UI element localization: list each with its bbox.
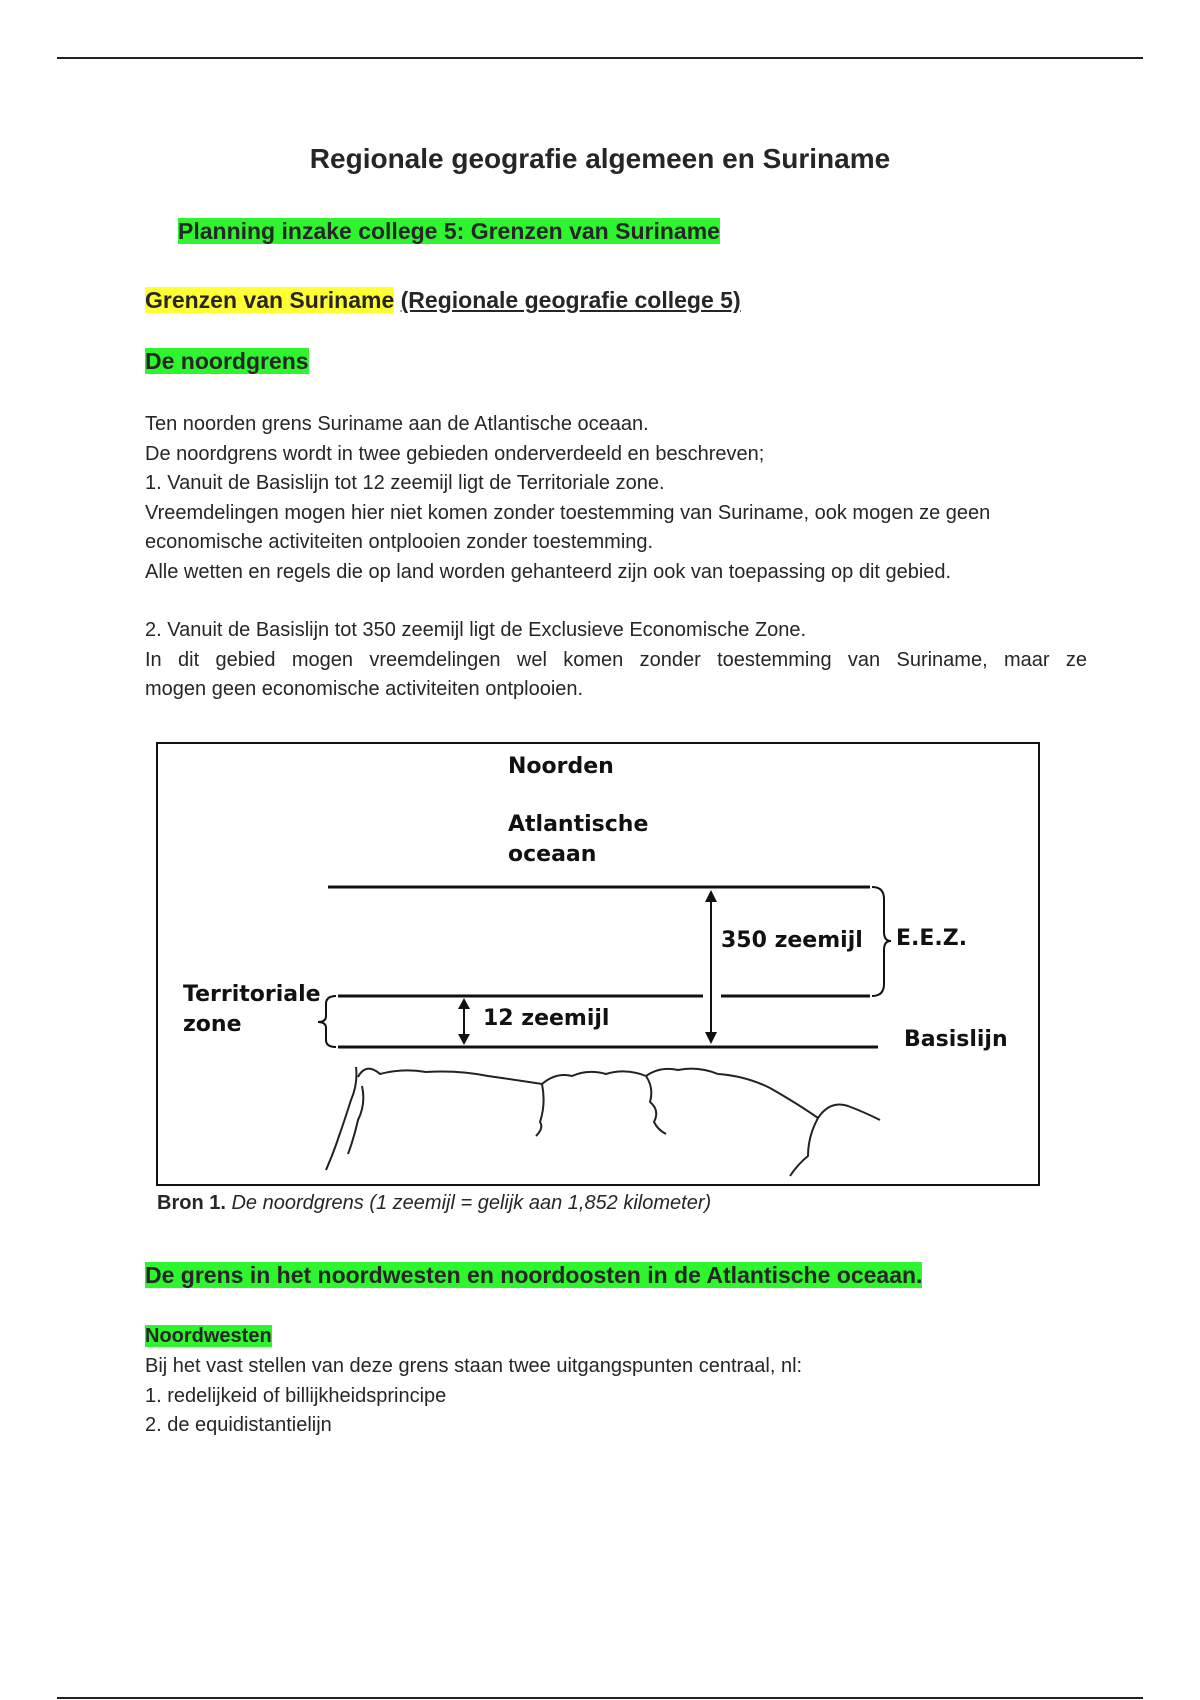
noordgrens-paragraph — [145, 410, 1087, 587]
noordwesten-paragraph — [145, 1352, 1087, 1441]
page-top-rule — [57, 57, 1143, 59]
nw-ne-heading — [145, 1262, 922, 1289]
page-bottom-rule — [57, 1697, 1143, 1699]
text-line: Bij het vast stellen van deze grens staan twee uitgangspunten centraal, nl: — [145, 1355, 803, 1377]
text-line: economische activiteiten ontplooien zonder toestemming. — [145, 531, 654, 553]
label-ocean-line1: Atlantische — [508, 812, 649, 837]
text-line: 1. redelijkeid of billijkheidsprincipe — [145, 1384, 447, 1407]
figure-caption — [157, 1192, 711, 1215]
text-line: Ten noorden grens Suriname aan de Atlantische oceaan. — [145, 413, 649, 435]
text-line: 1. Vanuit de Basislijn tot 12 zeemijl ligt de Territoriale zone. — [145, 472, 665, 494]
coastline — [326, 1067, 880, 1176]
text-line: De noordgrens wordt in twee gebieden onderverdeeld en beschreven; — [145, 442, 765, 465]
planning-heading-text: Planning inzake college 5: Grenzen van Suriname — [178, 218, 720, 244]
label-territorial-line1: Territoriale — [183, 982, 321, 1007]
text-line: In dit gebied mogen vreemdelingen wel komen zonder toestemming van Suriname, maar ze — [145, 648, 1087, 671]
noordwesten-label-text: Noordwesten — [145, 1325, 272, 1347]
noordwesten-label — [145, 1325, 272, 1348]
section-title-highlight: Grenzen van Suriname — [145, 287, 395, 313]
arrow-12 — [458, 998, 470, 1045]
label-north: Noorden — [508, 754, 614, 779]
noordgrens-heading-text: De noordgrens — [145, 348, 309, 374]
label-baseline: Basislijn — [904, 1027, 1008, 1052]
label-territorial-line2: zone — [183, 1012, 242, 1037]
eez-brace — [872, 887, 891, 996]
territorial-brace — [318, 996, 336, 1047]
text-line: mogen geen economische activiteiten ontplooien. — [145, 678, 584, 700]
diagram-svg — [158, 744, 1038, 1184]
label-12-zeemijl: 12 zeemijl — [483, 1006, 610, 1031]
nw-ne-heading-text: De grens in het noordwesten en noordoosten in de Atlantische oceaan. — [145, 1262, 923, 1288]
arrow-350 — [705, 890, 717, 1044]
noordgrens-diagram — [156, 742, 1040, 1186]
section-title-rest: (Regionale geografie college 5) — [400, 287, 741, 313]
document-title: Regionale geografie algemeen en Suriname — [309, 143, 891, 174]
section-title — [145, 287, 741, 314]
label-ocean-line2: oceaan — [508, 842, 597, 867]
text-line: 2. Vanuit de Basislijn tot 350 zeemijl ligt de Exclusieve Economische Zone. — [145, 619, 807, 641]
eez-paragraph — [145, 616, 1087, 705]
noordgrens-heading — [145, 348, 309, 375]
label-eez: E.E.Z. — [896, 926, 968, 951]
text-line: 2. de equidistantielijn — [145, 1414, 332, 1436]
planning-heading — [178, 218, 720, 245]
caption-italic: De noordgrens (1 zeemijl = gelijk aan 1,852 kilometer) — [231, 1192, 712, 1214]
label-350-zeemijl: 350 zeemijl — [721, 928, 863, 953]
caption-bold: Bron 1. — [157, 1192, 226, 1214]
text-line: Alle wetten en regels die op land worden gehanteerd zijn ook van toepassing op dit gebied. — [145, 560, 952, 583]
text-line: Vreemdelingen mogen hier niet komen zonder toestemming van Suriname, ook mogen ze geen — [145, 501, 991, 524]
